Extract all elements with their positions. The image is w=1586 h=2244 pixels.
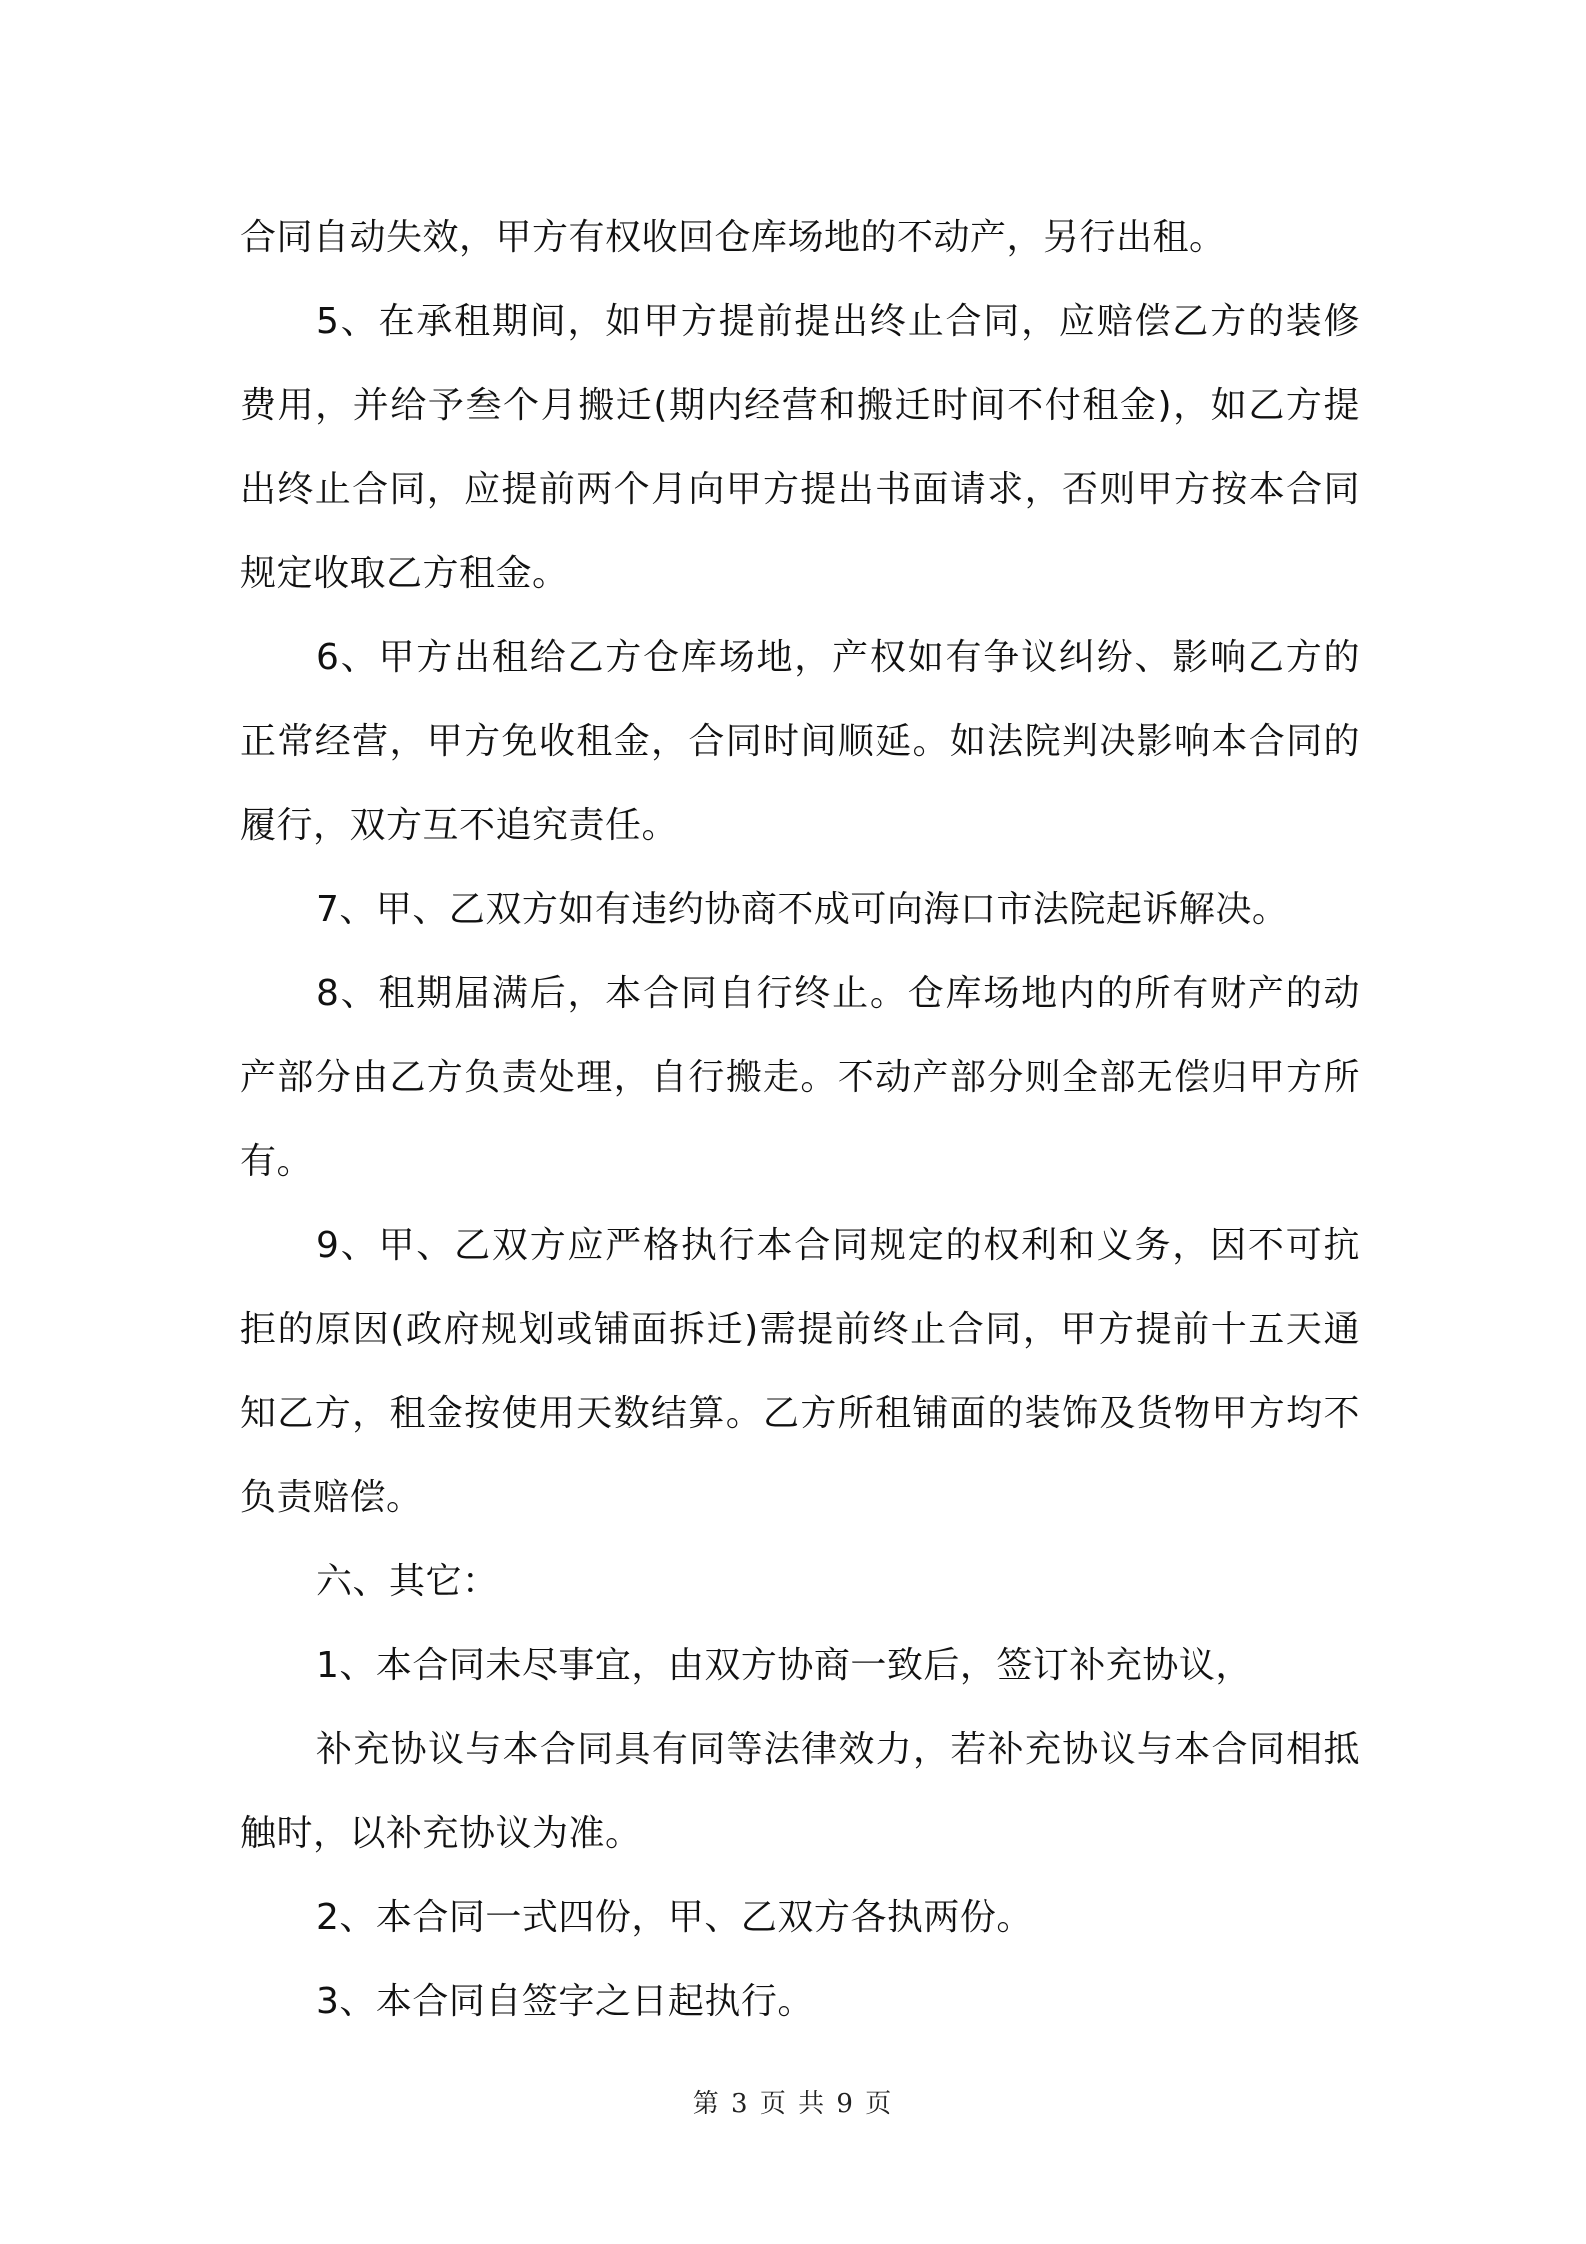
clause-6: 6、甲方出租给乙方仓库场地，产权如有争议纠纷、影响乙方的正常经营，甲方免收租金，合同时间顺延。如法院判决影响本合同的履行，双方互不追究责任。 <box>240 637 1360 846</box>
other-clause-2: 2、本合同一式四份，甲、乙双方各执两份。 <box>316 1897 1033 1938</box>
clause-5: 5、在承租期间，如甲方提前提出终止合同，应赔偿乙方的装修费用，并给予叁个月搬迁(期内经营和搬迁时间不付租金)，如乙方提出终止合同，应提前两个月向甲方提出书面请求，否则甲方按本合同规定收取乙方租金。 <box>240 301 1360 594</box>
other-clause-3: 3、本合同自签字之日起执行。 <box>316 1981 814 2022</box>
paragraph-continuation: 合同自动失效，甲方有权收回仓库场地的不动产，另行出租。 <box>240 217 1226 258</box>
page-number-footer: 第 3 页 共 9 页 <box>692 2089 894 2119</box>
other-clause-1-continued: 补充协议与本合同具有同等法律效力，若补充协议与本合同相抵触时，以补充协议为准。 <box>240 1729 1360 1854</box>
clause-7: 7、甲、乙双方如有违约协商不成可向海口市法院起诉解决。 <box>316 889 1289 930</box>
document-body <box>240 196 1360 2044</box>
clause-9: 9、甲、乙双方应严格执行本合同规定的权利和义务，因不可抗拒的原因(政府规划或铺面拆迁)需提前终止合同，甲方提前十五天通知乙方，租金按使用天数结算。乙方所租铺面的装饰及货物甲方均不负责赔偿。 <box>240 1225 1360 1518</box>
clause-8: 8、租期届满后，本合同自行终止。仓库场地内的所有财产的动产部分由乙方负责处理，自行搬走。不动产部分则全部无偿归甲方所有。 <box>240 973 1360 1182</box>
section-heading-other: 六、其它： <box>316 1561 499 1602</box>
other-clause-1: 1、本合同未尽事宜，由双方协商一致后，签订补充协议， <box>316 1645 1252 1686</box>
